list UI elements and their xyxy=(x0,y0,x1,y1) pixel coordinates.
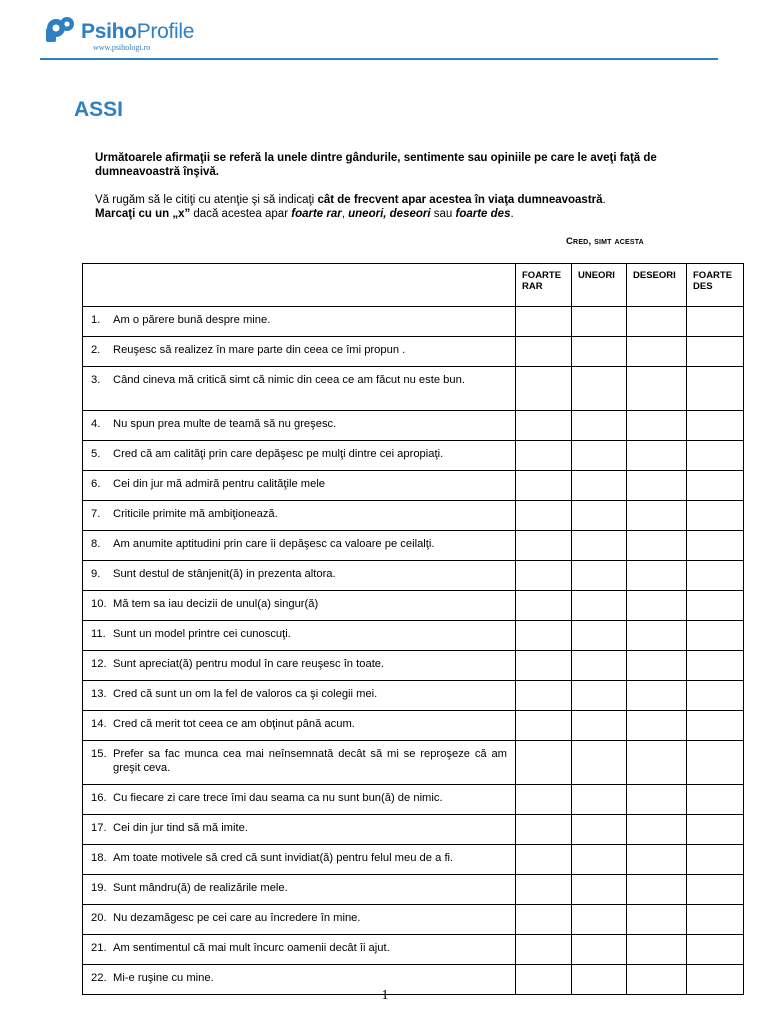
statement-cell xyxy=(83,681,516,711)
answer-cell-uneori[interactable] xyxy=(572,875,627,905)
answer-cell-foarte-des[interactable] xyxy=(687,561,744,591)
answer-cell-foarte-des[interactable] xyxy=(687,905,744,935)
answer-cell-foarte-rar[interactable] xyxy=(516,441,572,471)
statement-number: 22. xyxy=(91,972,107,984)
statement-text: Mi-e ruşine cu mine. xyxy=(113,972,214,984)
logo-light-text: Profile xyxy=(136,20,195,43)
answer-cell-foarte-rar[interactable] xyxy=(516,935,572,965)
statement-cell xyxy=(83,935,516,965)
statement-cell xyxy=(83,785,516,815)
statement-cell xyxy=(83,741,516,785)
answer-cell-uneori[interactable] xyxy=(572,711,627,741)
header-col-deseori: DESEORI xyxy=(627,264,687,307)
answer-cell-foarte-des[interactable] xyxy=(687,501,744,531)
table-row xyxy=(83,815,744,845)
statement-number: 7. xyxy=(91,508,101,520)
answer-cell-foarte-des[interactable] xyxy=(687,741,744,785)
answer-cell-foarte-rar[interactable] xyxy=(516,501,572,531)
table-row xyxy=(83,845,744,875)
statement-cell xyxy=(83,875,516,905)
answer-cell-foarte-rar[interactable] xyxy=(516,621,572,651)
answer-cell-uneori[interactable] xyxy=(572,621,627,651)
answer-cell-uneori[interactable] xyxy=(572,307,627,337)
answer-cell-foarte-rar[interactable] xyxy=(516,471,572,501)
frequency-title: Cred, simt acesta xyxy=(566,236,644,247)
statement-text: Cred că merit tot ceea ce am obţinut până acum. xyxy=(113,718,355,730)
answer-cell-uneori[interactable] xyxy=(572,741,627,785)
statement-text: Am sentimentul că mai mult încurc oamenii decât îi ajut. xyxy=(113,942,390,954)
answer-cell-deseori[interactable] xyxy=(627,367,687,411)
answer-cell-foarte-rar[interactable] xyxy=(516,651,572,681)
instr-text: , xyxy=(341,208,349,220)
answer-cell-foarte-rar[interactable] xyxy=(516,741,572,785)
statement-text: Sunt un model printre cei cunoscuţi. xyxy=(113,628,291,640)
table-row xyxy=(83,741,744,785)
statement-number: 17. xyxy=(91,822,107,834)
answer-cell-foarte-des[interactable] xyxy=(687,471,744,501)
instructions-paragraph-1: Următoarele afirmaţii se referă la unele dintre gândurile, sentimente sau opiniile pe care le aveţi faţă de dumneavoastră înşivă. xyxy=(95,152,657,178)
table-row xyxy=(83,561,744,591)
answer-cell-uneori[interactable] xyxy=(572,501,627,531)
instr-option: foarte rar xyxy=(291,208,342,220)
statement-cell xyxy=(83,441,516,471)
statement-cell xyxy=(83,905,516,935)
statement-cell xyxy=(83,651,516,681)
statement-number: 15. xyxy=(91,748,107,760)
answer-cell-deseori[interactable] xyxy=(627,875,687,905)
statement-number: 10. xyxy=(91,598,107,610)
instr-text: . xyxy=(510,208,514,220)
statement-text: Sunt apreciat(ă) pentru modul în care reuşesc în toate. xyxy=(113,658,385,670)
statement-cell xyxy=(83,307,516,337)
table-row xyxy=(83,785,744,815)
answer-cell-foarte-des[interactable] xyxy=(687,591,744,621)
statement-text: Criticile primite mă ambiţionează. xyxy=(113,508,278,520)
statement-text: Am toate motivele să cred că sunt invidiat(ă) pentru felul meu de a fi. xyxy=(113,852,454,864)
answer-cell-deseori[interactable] xyxy=(627,845,687,875)
answer-cell-uneori[interactable] xyxy=(572,561,627,591)
statement-number: 5. xyxy=(91,448,101,460)
answer-cell-uneori[interactable] xyxy=(572,681,627,711)
answer-cell-foarte-des[interactable] xyxy=(687,621,744,651)
statement-number: 6. xyxy=(91,478,101,490)
table-row xyxy=(83,651,744,681)
statement-number: 16. xyxy=(91,792,107,804)
page-title: ASSI xyxy=(74,98,124,121)
answer-cell-foarte-des[interactable] xyxy=(687,651,744,681)
header-col-foarte-rar: FOARTE RAR xyxy=(516,264,572,307)
answer-cell-uneori[interactable] xyxy=(572,815,627,845)
statement-number: 14. xyxy=(91,718,107,730)
answer-cell-deseori[interactable] xyxy=(627,531,687,561)
answer-cell-deseori[interactable] xyxy=(627,681,687,711)
answer-cell-deseori[interactable] xyxy=(627,785,687,815)
table-row xyxy=(83,681,744,711)
answer-cell-foarte-rar[interactable] xyxy=(516,905,572,935)
answer-cell-deseori[interactable] xyxy=(627,815,687,845)
table-row xyxy=(83,501,744,531)
statement-cell xyxy=(83,711,516,741)
answer-cell-foarte-des[interactable] xyxy=(687,815,744,845)
answer-cell-deseori[interactable] xyxy=(627,307,687,337)
answer-cell-uneori[interactable] xyxy=(572,531,627,561)
answer-cell-foarte-des[interactable] xyxy=(687,711,744,741)
answer-cell-foarte-rar[interactable] xyxy=(516,337,572,367)
statement-cell xyxy=(83,591,516,621)
statement-number: 18. xyxy=(91,852,107,864)
answer-cell-foarte-des[interactable] xyxy=(687,337,744,367)
answer-cell-foarte-rar[interactable] xyxy=(516,875,572,905)
answer-cell-foarte-rar[interactable] xyxy=(516,591,572,621)
questionnaire-table xyxy=(82,263,744,995)
psihoprofile-logo xyxy=(43,16,203,58)
answer-cell-foarte-rar[interactable] xyxy=(516,845,572,875)
answer-cell-deseori[interactable] xyxy=(627,651,687,681)
answer-cell-foarte-rar[interactable] xyxy=(516,681,572,711)
statement-text: Prefer sa fac munca cea mai neînsemnată decât să mi se reproşeze că am greşit ceva. xyxy=(113,748,507,774)
table-row xyxy=(83,621,744,651)
table-row xyxy=(83,875,744,905)
table-row xyxy=(83,591,744,621)
statement-number: 13. xyxy=(91,688,107,700)
answer-cell-uneori[interactable] xyxy=(572,935,627,965)
answer-cell-foarte-rar[interactable] xyxy=(516,711,572,741)
answer-cell-foarte-des[interactable] xyxy=(687,785,744,815)
answer-cell-foarte-des[interactable] xyxy=(687,307,744,337)
statement-cell xyxy=(83,845,516,875)
answer-cell-foarte-des[interactable] xyxy=(687,531,744,561)
instr-text: . xyxy=(602,194,606,206)
table-row xyxy=(83,441,744,471)
statement-text: Am o părere bună despre mine. xyxy=(113,314,271,326)
logo-url: www.psihologi.ro xyxy=(93,43,151,52)
answer-cell-foarte-des[interactable] xyxy=(687,875,744,905)
statement-number: 3. xyxy=(91,374,101,386)
statement-text: Cei din jur mă admiră pentru calităţile mele xyxy=(113,478,326,490)
statement-number: 2. xyxy=(91,344,101,356)
answer-cell-foarte-rar[interactable] xyxy=(516,307,572,337)
statement-cell xyxy=(83,337,516,367)
statement-text: Cei din jur tind să mă imite. xyxy=(113,822,248,834)
answer-cell-uneori[interactable] xyxy=(572,441,627,471)
statement-cell xyxy=(83,561,516,591)
instructions-paragraph-2 xyxy=(95,193,705,207)
logo-bold-text: Psiho xyxy=(81,20,137,43)
table-row xyxy=(83,935,744,965)
page-number: 1 xyxy=(381,988,389,1003)
answer-cell-uneori[interactable] xyxy=(572,411,627,441)
statement-cell xyxy=(83,501,516,531)
answer-cell-deseori[interactable] xyxy=(627,741,687,785)
statement-cell xyxy=(83,471,516,501)
answer-cell-foarte-des[interactable] xyxy=(687,845,744,875)
answer-cell-foarte-rar[interactable] xyxy=(516,367,572,411)
answer-cell-uneori[interactable] xyxy=(572,651,627,681)
statement-number: 21. xyxy=(91,942,107,954)
answer-cell-foarte-des[interactable] xyxy=(687,681,744,711)
answer-cell-foarte-des[interactable] xyxy=(687,441,744,471)
statement-cell xyxy=(83,815,516,845)
instr-text: dacă acestea apar xyxy=(190,208,292,220)
statement-text: Nu dezamăgesc pe cei care au încredere în mine. xyxy=(113,912,361,924)
instr-emphasis: Marcaţi cu un „x” xyxy=(95,208,191,220)
statement-text: Am anumite aptitudini prin care îi depăşesc ca valoare pe ceilalţi. xyxy=(113,538,435,550)
header-divider xyxy=(40,58,718,60)
instr-text: sau xyxy=(430,208,456,220)
answer-cell-deseori[interactable] xyxy=(627,471,687,501)
instr-option: foarte des xyxy=(455,208,511,220)
table-row xyxy=(83,307,744,337)
statement-number: 11. xyxy=(91,628,106,640)
table-row xyxy=(83,471,744,501)
psihoprofile-logo-icon xyxy=(43,16,77,44)
table-row xyxy=(83,531,744,561)
answer-cell-uneori[interactable] xyxy=(572,905,627,935)
answer-cell-uneori[interactable] xyxy=(572,845,627,875)
answer-cell-deseori[interactable] xyxy=(627,561,687,591)
statement-text: Când cineva mă critică simt că nimic din ceea ce am făcut nu este bun. xyxy=(113,374,465,386)
answer-cell-uneori[interactable] xyxy=(572,591,627,621)
header-col-uneori: UNEORI xyxy=(572,264,627,307)
answer-cell-deseori[interactable] xyxy=(627,711,687,741)
answer-cell-deseori[interactable] xyxy=(627,621,687,651)
table-body xyxy=(83,307,744,995)
table-row xyxy=(83,711,744,741)
statement-number: 9. xyxy=(91,568,101,580)
statement-number: 20. xyxy=(91,912,107,924)
statement-text: Cu fiecare zi care trece îmi dau seama ca nu sunt bun(ă) de nimic. xyxy=(113,792,443,804)
table-row xyxy=(83,367,744,411)
answer-cell-uneori[interactable] xyxy=(572,785,627,815)
statement-number: 12. xyxy=(91,658,107,670)
statement-text: Nu spun prea multe de teamă să nu greşesc. xyxy=(113,418,337,430)
answer-cell-foarte-des[interactable] xyxy=(687,935,744,965)
instructions xyxy=(95,151,705,221)
statement-text: Cred că sunt un om la fel de valoros ca şi colegii mei. xyxy=(113,688,378,700)
table-row xyxy=(83,337,744,367)
statement-cell xyxy=(83,367,516,411)
statement-number: 4. xyxy=(91,418,101,430)
answer-cell-foarte-rar[interactable] xyxy=(516,785,572,815)
header-col-foarte-des: FOARTE DES xyxy=(687,264,744,307)
instr-emphasis: cât de frecvent apar acestea în viaţa dumneavoastră xyxy=(317,194,603,206)
logo-wordmark xyxy=(81,20,194,44)
answer-cell-deseori[interactable] xyxy=(627,411,687,441)
answer-cell-deseori[interactable] xyxy=(627,935,687,965)
instr-option: uneori, deseori xyxy=(348,208,431,220)
statement-cell xyxy=(83,621,516,651)
statement-cell xyxy=(83,531,516,561)
statement-number: 1. xyxy=(91,314,101,326)
answer-cell-uneori[interactable] xyxy=(572,337,627,367)
statement-text: Sunt mândru(ă) de realizările mele. xyxy=(113,882,288,894)
statement-cell xyxy=(83,411,516,441)
header-statement-cell xyxy=(83,264,516,307)
answer-cell-uneori[interactable] xyxy=(572,367,627,411)
table-header-row xyxy=(83,264,744,307)
statement-text: Cred că am calităţi prin care depăşesc pe mulţi dintre cei apropiaţi. xyxy=(113,448,444,460)
answer-cell-foarte-rar[interactable] xyxy=(516,531,572,561)
answer-cell-foarte-rar[interactable] xyxy=(516,815,572,845)
answer-cell-deseori[interactable] xyxy=(627,337,687,367)
statement-number: 8. xyxy=(91,538,101,550)
instructions-paragraph-3 xyxy=(95,207,705,221)
answer-cell-deseori[interactable] xyxy=(627,441,687,471)
answer-cell-foarte-rar[interactable] xyxy=(516,411,572,441)
answer-cell-deseori[interactable] xyxy=(627,905,687,935)
statement-number: 19. xyxy=(91,882,107,894)
table-row xyxy=(83,411,744,441)
statement-text: Reuşesc să realizez în mare parte din ceea ce îmi propun . xyxy=(113,344,406,356)
statement-text: Mă tem sa iau decizii de unul(a) singur(ă) xyxy=(113,598,319,610)
answer-cell-deseori[interactable] xyxy=(627,501,687,531)
answer-cell-foarte-des[interactable] xyxy=(687,367,744,411)
statement-text: Sunt destul de stânjenit(ă) in prezenta altora. xyxy=(113,568,336,580)
answer-cell-foarte-rar[interactable] xyxy=(516,561,572,591)
instr-text: Vă rugăm să le citiţi cu atenţie şi să indicaţi xyxy=(95,194,318,206)
table-row xyxy=(83,905,744,935)
answer-cell-deseori[interactable] xyxy=(627,591,687,621)
answer-cell-foarte-des[interactable] xyxy=(687,411,744,441)
answer-cell-uneori[interactable] xyxy=(572,471,627,501)
